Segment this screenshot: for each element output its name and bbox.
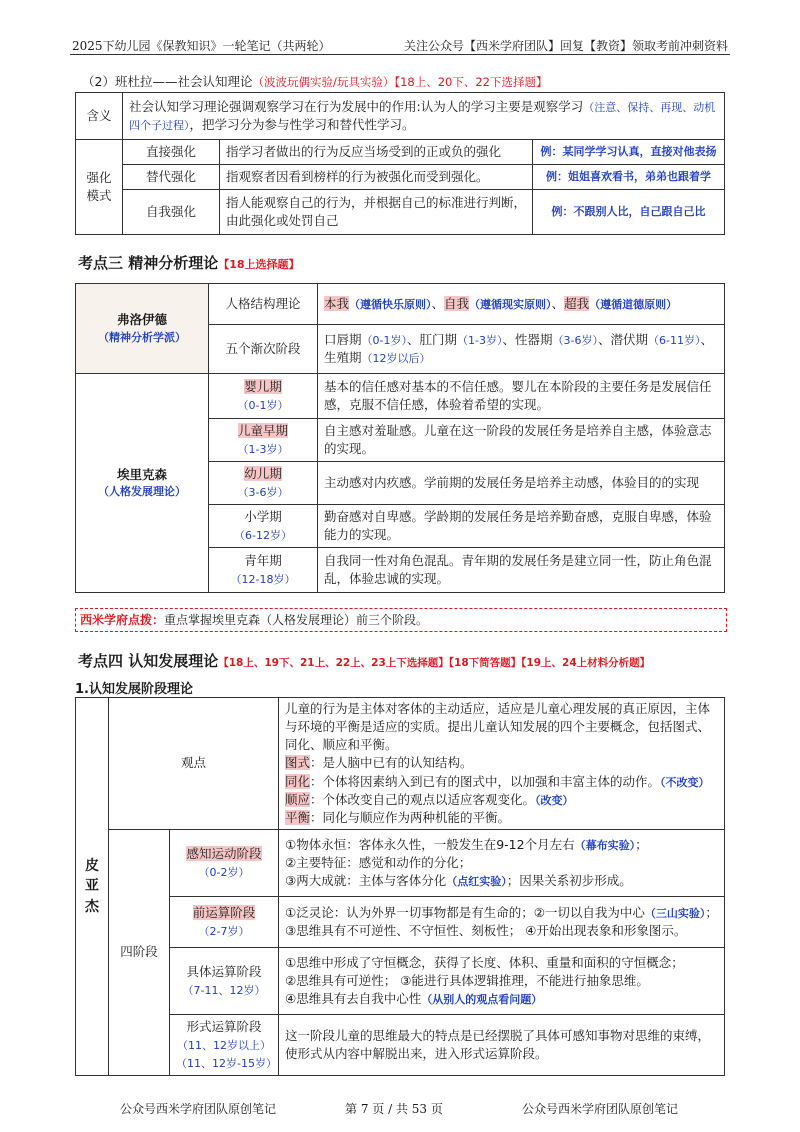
reinforce-desc: 指人能观察自己的行为，并根据自己的标准进行判断，由此强化或处罚自己 bbox=[220, 190, 533, 235]
bandura-heading bbox=[82, 72, 548, 90]
footer-right: 公众号西米学府团队原创笔记 bbox=[521, 1102, 678, 1116]
reinforce-example: 例：某同学学习认真，直接对他表扬 bbox=[533, 140, 725, 165]
structure-ego: 自我 bbox=[444, 295, 470, 311]
concept-item: 图式：是人脑中已有的认知结构。 bbox=[285, 755, 473, 771]
erikson-row bbox=[76, 374, 725, 419]
section4-heading bbox=[78, 650, 650, 671]
header-left: 2025下幼儿园《保教知识》一轮笔记（共两轮） bbox=[72, 39, 331, 53]
view-intro: 儿童的行为是主体对客体的主动适应，适应是儿童心理发展的真正原因，主体与环境的平衡是适应的实质。提出儿童认知发展的四个主要概念，包括图式、同化、顺应和平衡。 bbox=[285, 701, 711, 753]
page-number: 第 7 页 / 共 53 页 bbox=[345, 1102, 443, 1116]
erikson-stage: 婴儿期 （0-1岁） bbox=[209, 374, 318, 419]
erikson-stage: 幼儿期 （3-6岁） bbox=[209, 462, 318, 505]
freud-cell bbox=[76, 284, 209, 374]
erikson-desc: 主动感对内疚感。学前期的发展任务是培养主动感，体验目的的实现 bbox=[318, 462, 725, 505]
stage-name-cell: 前运算阶段 （2-7岁） bbox=[170, 896, 279, 947]
stage-row bbox=[76, 947, 725, 1014]
erikson-desc: 基本的信任感对基本的不信任感。婴儿在本阶段的主要任务是发展信任感，克服不信任感，体验着希望的实现。 bbox=[318, 374, 725, 419]
stage-cell: 口唇期（0-1岁）、肛门期（1-3岁）、性器期（3-6岁）、潜伏期（6-11岁）、生殖期（12岁以后） bbox=[318, 325, 725, 374]
footer-left: 公众号西米学府团队原创笔记 bbox=[120, 1102, 277, 1116]
stage-name-cell: 形式运算阶段 （11、12岁以上） （11、12岁-15岁） bbox=[170, 1014, 279, 1075]
structure-cell: 本我（遵循快乐原则）、自我（遵循现实原则）、超我（遵循道德原则） bbox=[318, 284, 725, 325]
concept-item: 顺应：个体改变自己的观点以适应客观变化。（改变） bbox=[285, 791, 574, 807]
meaning-row bbox=[76, 93, 725, 140]
reinforce-example: 例：不跟别人比，自己跟自己比 bbox=[533, 190, 725, 235]
structure-label: 人格结构理论 bbox=[209, 284, 318, 325]
stage-name-cell: 感知运动阶段 （0-2岁） bbox=[170, 829, 279, 896]
erikson-stage: 青年期 （12-18岁） bbox=[209, 548, 318, 593]
section4-exam-1: 【18上、19下、21上、22上、23上下选择题】 bbox=[218, 657, 449, 669]
section4-title: 考点四 认知发展理论 bbox=[78, 652, 219, 670]
section4-exam-3: 【19上、24上材料分析题】 bbox=[521, 657, 651, 669]
reinforce-row bbox=[76, 190, 725, 235]
erikson-stage: 儿童早期 （1-3岁） bbox=[209, 419, 318, 462]
meaning-label: 含义 bbox=[76, 93, 123, 140]
reinforce-row bbox=[76, 140, 725, 165]
structure-superego: 超我 bbox=[564, 295, 590, 311]
stage-name-cell: 具体运算阶段 （7-11、12岁） bbox=[170, 947, 279, 1014]
reinforce-name: 替代强化 bbox=[123, 165, 220, 190]
piaget-label: 皮 亚 杰 bbox=[76, 698, 109, 1076]
concrete-desc: ①思维中形成了守恒概念，获得了长度、体积、重量和面积的守恒概念； ②思维具有可逆性； ③能进行具体逻辑推理，不能进行抽象思维。 ④思维具有去自我中心性（从别人的观点看问题） bbox=[279, 947, 725, 1014]
bandura-table bbox=[75, 92, 725, 235]
erikson-name: 埃里克森 bbox=[116, 466, 167, 482]
reinforce-example: 例：姐姐喜欢看书，弟弟也跟着学 bbox=[533, 165, 725, 190]
section4-subtitle: 1.认知发展阶段理论 bbox=[75, 682, 193, 697]
view-cell bbox=[279, 698, 725, 830]
erikson-desc: 自我同一性对角色混乱。青年期的发展任务是建立同一性，防止角色混乱，体验忠诚的实现。 bbox=[318, 548, 725, 593]
bandura-title: （2）班杜拉——社会认知理论 bbox=[82, 74, 253, 89]
stage-label: 五个渐次阶段 bbox=[209, 325, 318, 374]
preop-desc: ①泛灵论：认为外界一切事物都是有生命的；②一切以自我为中心（三山实验）； ③思维具有不可逆性、不守恒性、刻板性； ④开始出现表象和形象图示。 bbox=[279, 896, 725, 947]
meaning-text: 社会认知学习理论强调观察学习在行为发展中的作用:认为人的学习主要是观察学习 bbox=[129, 98, 584, 114]
meaning-tail: ，把学习分为参与性学习和替代性学习。 bbox=[189, 117, 415, 132]
page-footer bbox=[70, 1100, 730, 1118]
reinforce-label: 强化 模式 bbox=[76, 140, 123, 235]
meaning-subprocess: （注意、保持、再现、动机四个子过程） bbox=[129, 100, 716, 132]
reinforce-name: 直接强化 bbox=[123, 140, 220, 165]
section3-title: 考点三 精神分析理论 bbox=[78, 254, 219, 272]
reinforce-row bbox=[76, 165, 725, 190]
freud-school: （精神分析学派） bbox=[98, 330, 186, 344]
section3-heading bbox=[78, 252, 300, 273]
erikson-cell bbox=[76, 374, 209, 593]
stage-row bbox=[76, 1014, 725, 1075]
psychoanalysis-table bbox=[75, 283, 725, 593]
reinforce-desc: 指学习者做出的行为反应当场受到的正或负的强化 bbox=[220, 140, 533, 165]
bandura-experiment: （波波玩偶实验/玩具实验） bbox=[252, 75, 395, 89]
freud-structure-row bbox=[76, 284, 725, 325]
freud-name: 弗洛伊德 bbox=[116, 312, 167, 328]
tip-box bbox=[75, 608, 727, 632]
bandura-exam-tag: 【18上、20下、22下选择题】 bbox=[394, 75, 548, 89]
header-right: 关注公众号【西米学府团队】回复【教资】领取考前冲刺资料 bbox=[403, 39, 728, 53]
stage-row bbox=[76, 896, 725, 947]
erikson-desc: 勤奋感对自卑感。学龄期的发展任务是培养勤奋感，克服自卑感，体验能力的实现。 bbox=[318, 505, 725, 548]
meaning-cell bbox=[123, 93, 725, 140]
erikson-stage: 小学期 （6-12岁） bbox=[209, 505, 318, 548]
erikson-school: （人格发展理论） bbox=[98, 485, 186, 499]
erikson-desc: 自主感对羞耻感。儿童在这一阶段的发展任务是培养自主感，体验意志的实现。 bbox=[318, 419, 725, 462]
section4-exam-2: 【18下简答题】 bbox=[448, 657, 522, 669]
stage-row bbox=[76, 829, 725, 896]
section3-exam-tag: 【18上选择题】 bbox=[218, 258, 300, 271]
concept-item: 同化：个体将因素纳入到已有的图式中，以加强和丰富主体的动作。（不改变） bbox=[285, 773, 710, 789]
view-label: 观点 bbox=[109, 698, 279, 830]
reinforce-desc: 指观察者因看到榜样的行为被强化而受到强化。 bbox=[220, 165, 533, 190]
structure-id: 本我 bbox=[324, 295, 350, 311]
formal-desc: 这一阶段儿童的思维最大的特点是已经摆脱了具体可感知事物对思维的束缚，使形式从内容中解脱出来，进入形式运算阶段。 bbox=[279, 1014, 725, 1075]
four-stage-label: 四阶段 bbox=[109, 829, 170, 1075]
sensorimotor-desc: ①物体永恒：客体永久性，一般发生在9-12个月左右（幕布实验）； ②主要特征：感觉和动作的分化； ③两大成就：主体与客体分化（点红实验）；因果关系初步形成。 bbox=[279, 829, 725, 896]
tip-text: 重点掌握埃里克森（人格发展理论）前三个阶段。 bbox=[164, 613, 429, 627]
page-header bbox=[70, 36, 730, 55]
reinforce-name: 自我强化 bbox=[123, 190, 220, 235]
view-row bbox=[76, 698, 725, 830]
concept-item: 平衡：同化与顺应作为两种机能的平衡。 bbox=[285, 809, 511, 825]
piaget-table bbox=[75, 697, 725, 1076]
tip-label: 西米学府点拨： bbox=[80, 613, 165, 627]
